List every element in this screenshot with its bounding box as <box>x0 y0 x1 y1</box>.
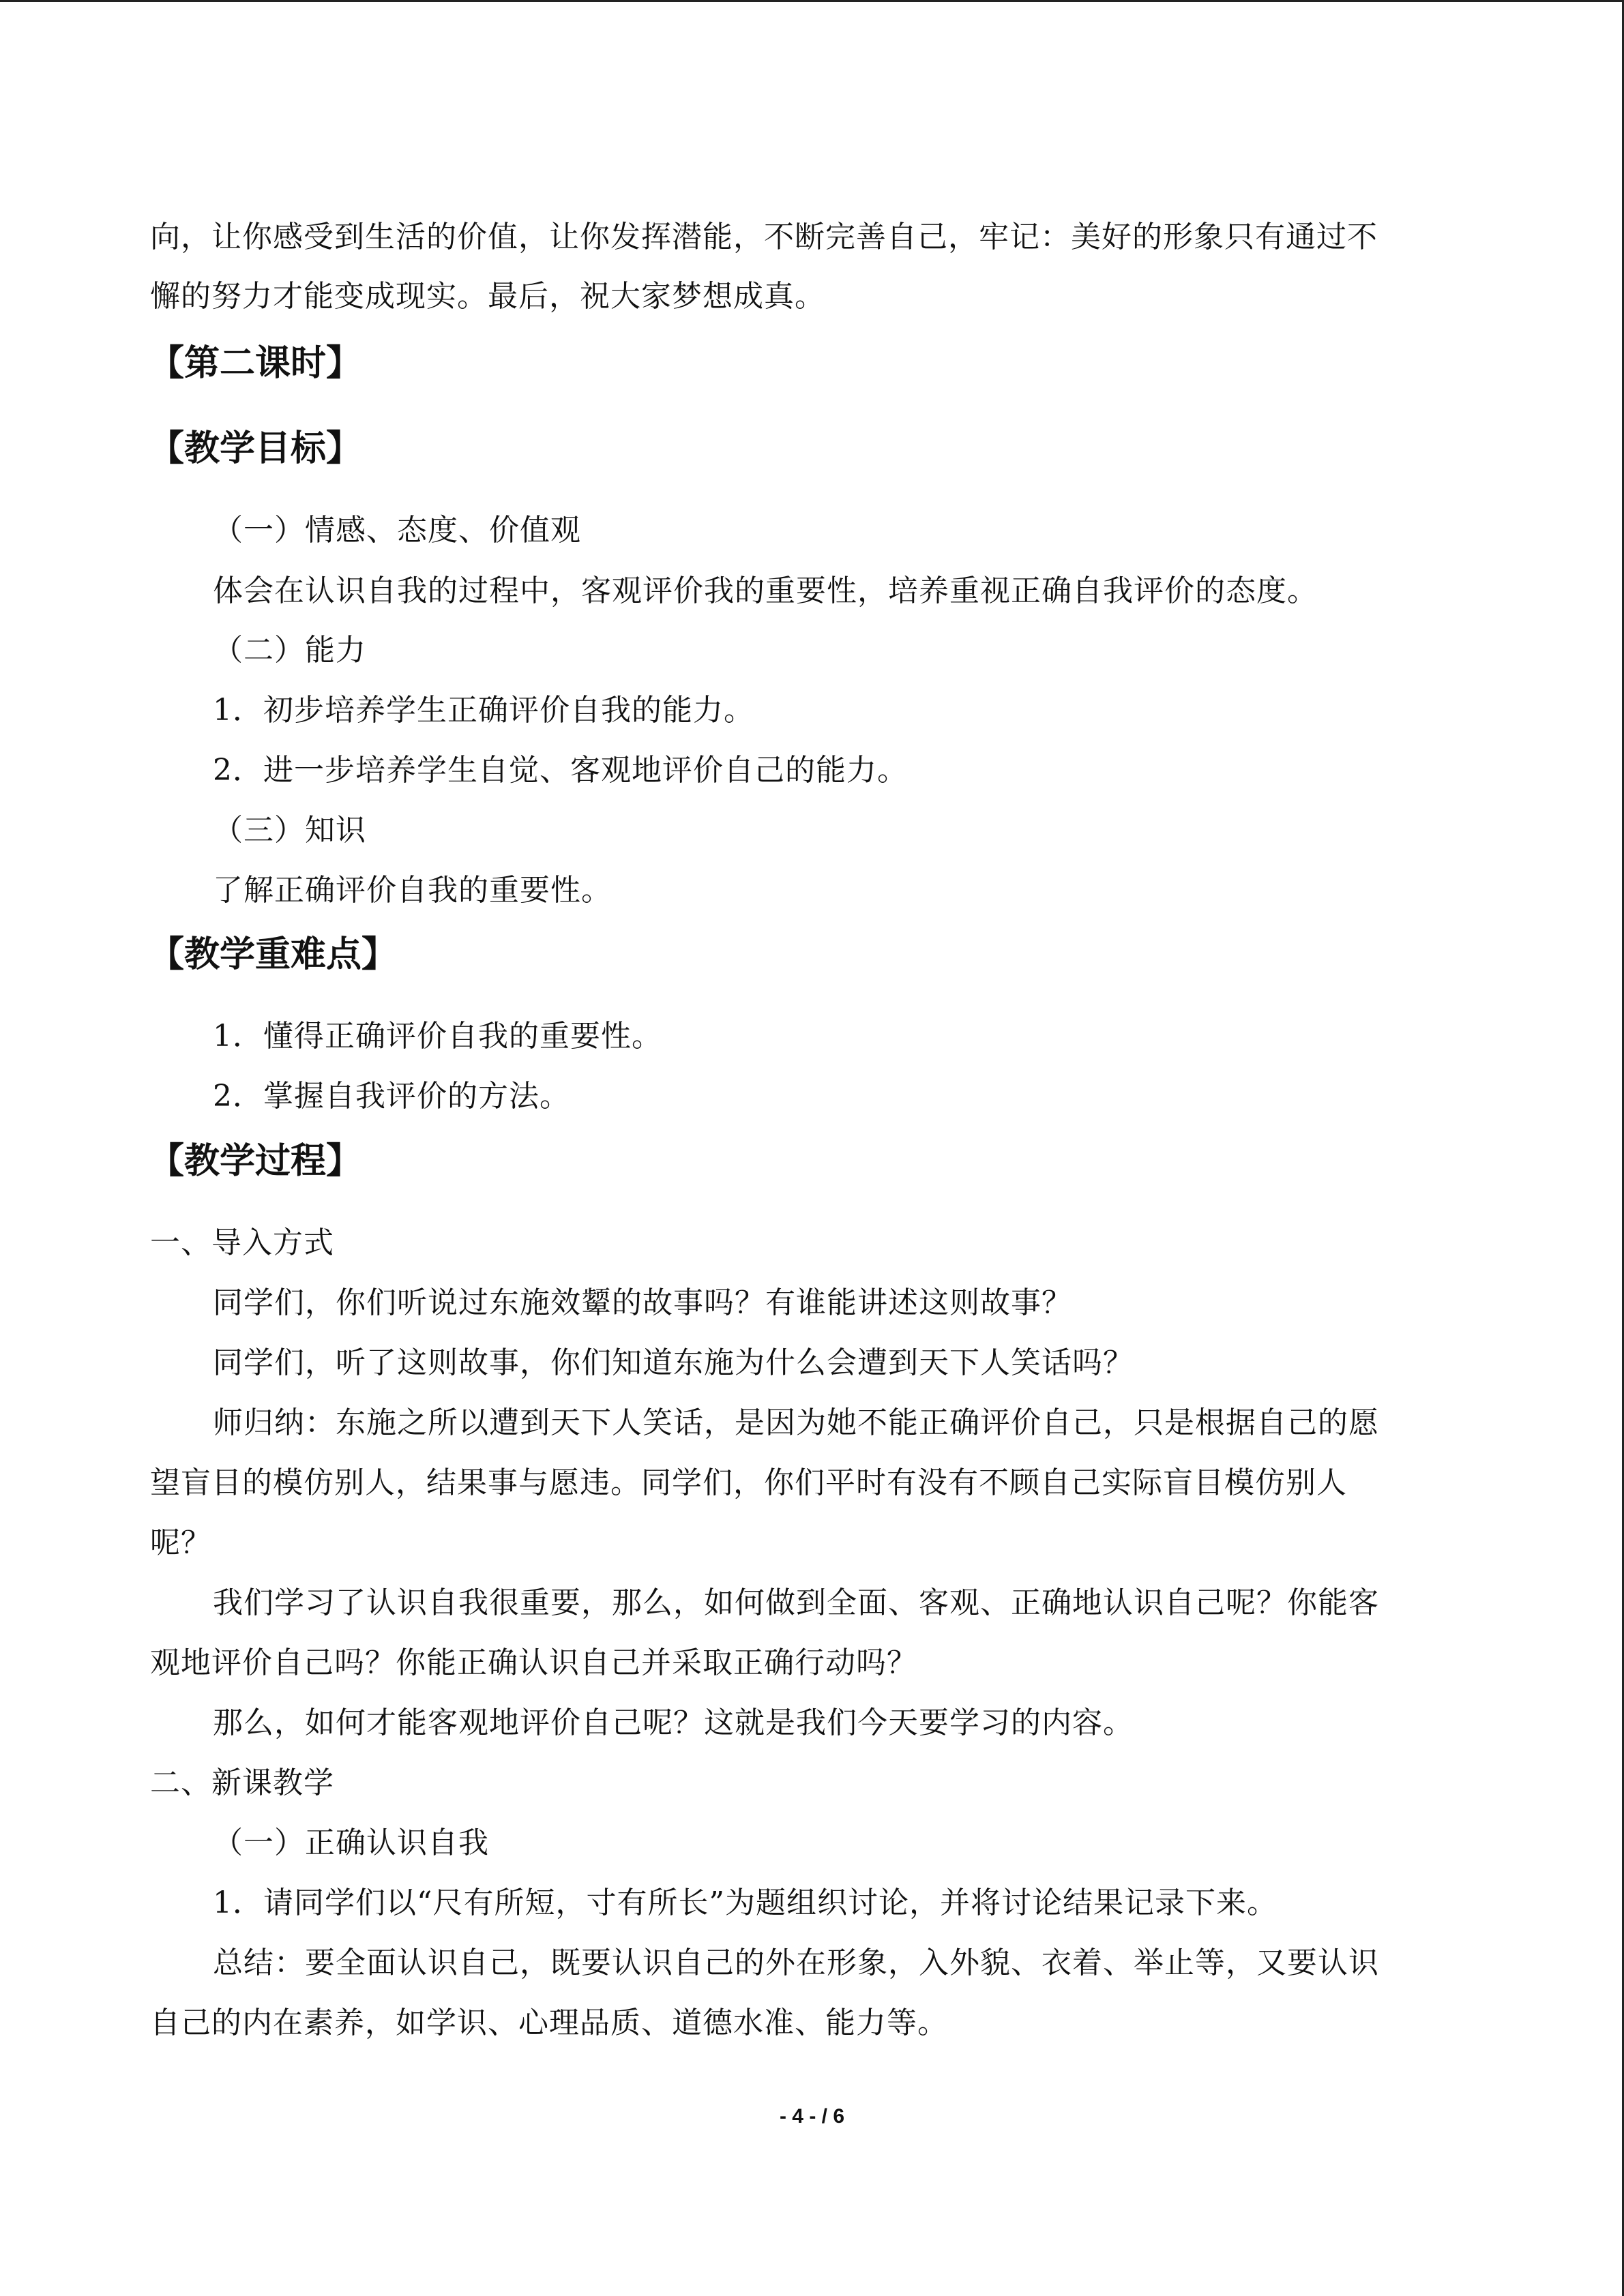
list-item: 1．初步培养学生正确评价自我的能力。 <box>213 693 754 728</box>
paragraph-line: 我们学习了认识自我很重要，那么，如何做到全面、客观、正确地认识自己呢？你能客 <box>213 1585 1379 1620</box>
subsection-title: （一）正确认识自我 <box>213 1825 489 1860</box>
list-item: 1．请同学们以“尺有所短，寸有所长”为题组织讨论，并将讨论结果记录下来。 <box>213 1885 1278 1920</box>
list-item: 2．掌握自我评价的方法。 <box>213 1079 570 1114</box>
page-number: - 4 - / 6 <box>779 2105 845 2128</box>
paragraph-line: 那么，如何才能客观地评价自己呢？这就是我们今天要学习的内容。 <box>213 1705 1134 1740</box>
paragraph-line: 体会在认识自我的过程中，客观评价我的重要性，培养重视正确自我评价的态度。 <box>213 573 1318 608</box>
paragraph-line: 自己的内在素养，如学识、心理品质、道德水准、能力等。 <box>150 2006 948 2040</box>
paragraph-line: 呢？ <box>150 1525 211 1560</box>
subsection-title: （三）知识 <box>213 813 366 848</box>
paragraph-line: 向，让你感受到生活的价值，让你发挥潜能，不断完善自己，牢记：美好的形象只有通过不 <box>150 220 1378 254</box>
section-heading-process: 【教学过程】 <box>149 1141 362 1182</box>
paragraph-line: 总结：要全面认识自己，既要认识自己的外在形象，入外貌、衣着、举止等，又要认识 <box>213 1945 1379 1980</box>
paragraph-line: 了解正确评价自我的重要性。 <box>213 873 612 908</box>
paragraph-line: 同学们，听了这则故事，你们知道东施为什么会遭到天下人笑话吗？ <box>213 1345 1134 1380</box>
section-heading-lesson2: 【第二课时】 <box>149 343 362 384</box>
subsection-title: （一）情感、态度、价值观 <box>213 513 581 548</box>
paragraph-line: 懈的努力才能变成现实。最后，祝大家梦想成真。 <box>150 279 825 314</box>
section-heading-keypoints: 【教学重难点】 <box>149 934 398 975</box>
section-title: 二、新课教学 <box>150 1765 334 1800</box>
paragraph-line: 同学们，你们听说过东施效颦的故事吗？有谁能讲述这则故事？ <box>213 1285 1072 1320</box>
section-title: 一、导入方式 <box>150 1225 334 1260</box>
list-item: 2．进一步培养学生自觉、客观地评价自己的能力。 <box>213 753 908 788</box>
subsection-title: （二）能力 <box>213 633 366 668</box>
paragraph-line: 观地评价自己吗？你能正确认识自己并采取正确行动吗？ <box>150 1645 917 1680</box>
section-heading-goals: 【教学目标】 <box>149 428 362 469</box>
paragraph-line: 望盲目的模仿别人，结果事与愿违。同学们，你们平时有没有不顾自己实际盲目模仿别人 <box>150 1465 1347 1500</box>
paragraph-line: 师归纳：东施之所以遭到天下人笑话，是因为她不能正确评价自己，只是根据自己的愿 <box>213 1405 1379 1440</box>
list-item: 1．懂得正确评价自我的重要性。 <box>213 1019 662 1054</box>
